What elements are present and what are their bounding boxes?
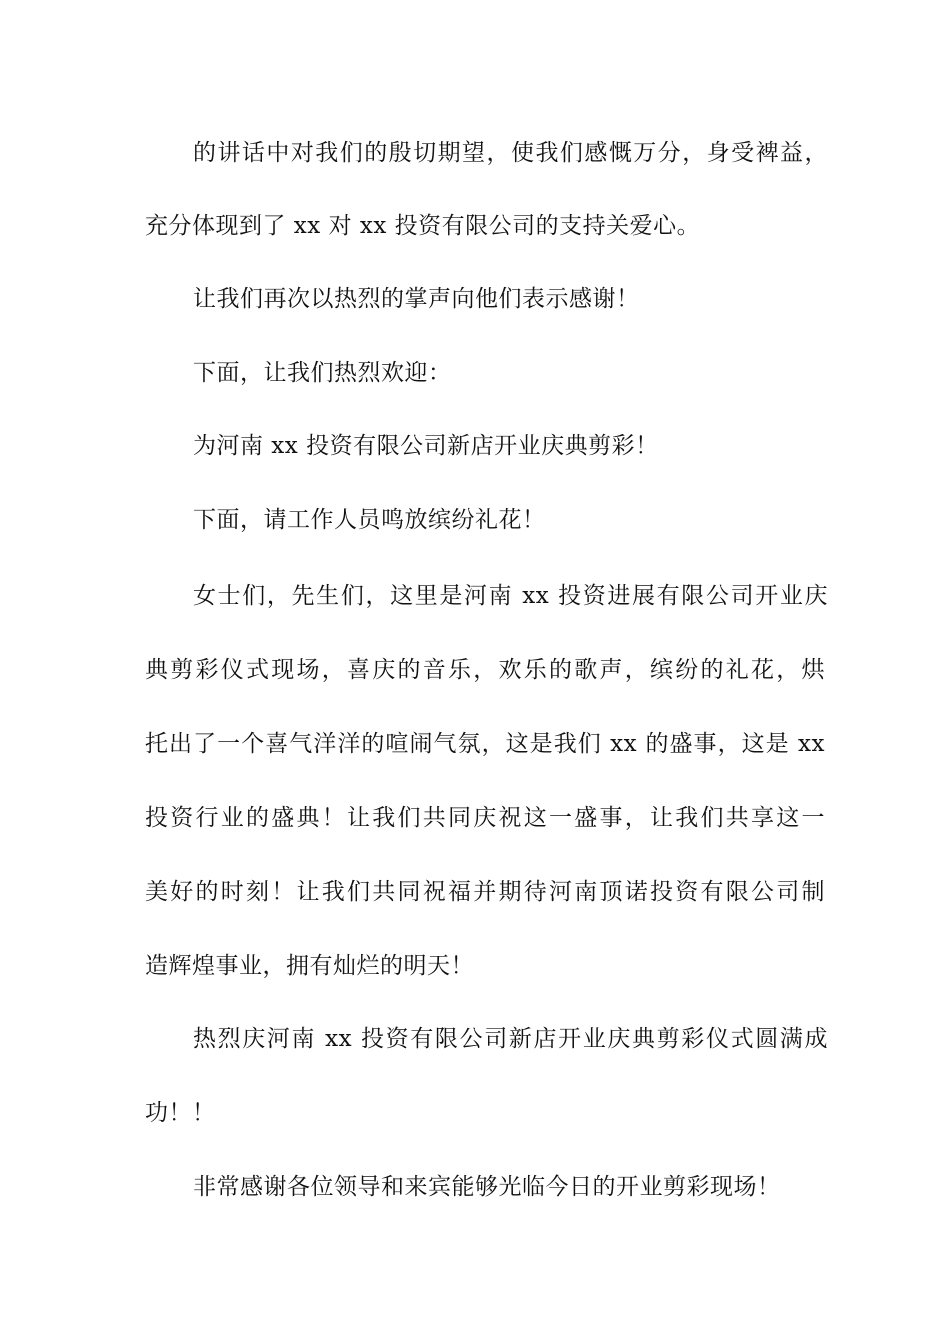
paragraph-line: 美好的时刻！让我们共同祝福并期待河南顶诺投资有限公司制 [145, 879, 825, 905]
paragraph-line: 让我们再次以热烈的掌声向他们表示感谢！ [193, 286, 640, 312]
paragraph-line: 下面，让我们热烈欢迎： [193, 360, 452, 386]
paragraph-line: 充分体现到了 xx 对 xx 投资有限公司的支持关爱心。 [145, 213, 701, 239]
paragraph-line: 非常感谢各位领导和来宾能够光临今日的开业剪彩现场！ [193, 1174, 781, 1200]
paragraph-line: 托出了一个喜气洋洋的喧闹气氛，这是我们 xx 的盛事，这是 xx [145, 731, 825, 757]
paragraph-line: 造辉煌事业，拥有灿烂的明天！ [145, 953, 474, 979]
paragraph-line: 热烈庆河南 xx 投资有限公司新店开业庆典剪彩仪式圆满成 [193, 1026, 828, 1052]
paragraph-line: 的讲话中对我们的殷切期望，使我们感慨万分，身受裨益， [193, 140, 828, 166]
paragraph-line: 为河南 xx 投资有限公司新店开业庆典剪彩！ [193, 433, 659, 459]
paragraph-line: 典剪彩仪式现场，喜庆的音乐，欢乐的歌声，缤纷的礼花，烘 [145, 657, 825, 683]
paragraph-line: 功！！ [145, 1100, 216, 1126]
paragraph-line: 女士们，先生们，这里是河南 xx 投资进展有限公司开业庆 [193, 583, 828, 609]
paragraph-line: 投资行业的盛典！让我们共同庆祝这一盛事，让我们共享这一 [145, 805, 825, 831]
paragraph-line: 下面，请工作人员鸣放缤纷礼花！ [193, 507, 546, 533]
